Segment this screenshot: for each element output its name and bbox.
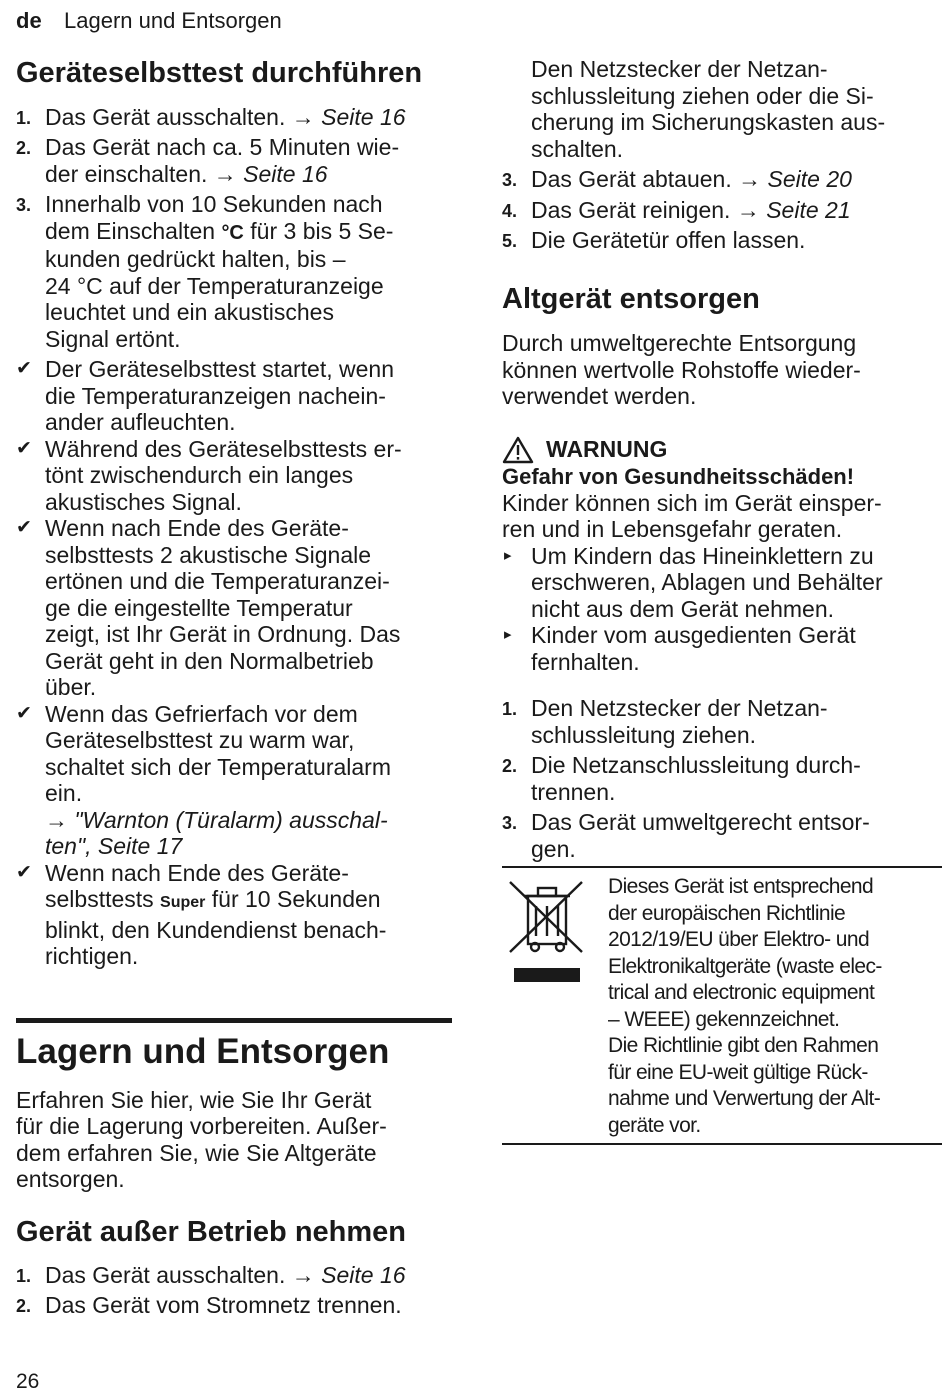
selftest-result-3: ✔ Wenn nach Ende des Geräte- selbsttests 2 akustische Signale ertönen und die Temperaturanzei- ge die eingestellte Temperatur zeigt, ist Ihr Gerät in Ordnung. Das Gerät geht in den Normalbetrieb über. bbox=[16, 515, 401, 701]
weee-notice bbox=[502, 866, 942, 1145]
page-reference[interactable]: Seite 16 bbox=[243, 160, 328, 187]
checkmark-icon: ✔ bbox=[16, 358, 32, 380]
disposal-step-1: 1. Den Netzstecker der Netzan- schlussleitung ziehen. bbox=[502, 695, 828, 748]
disposal-heading: Altgerät entsorgen bbox=[502, 282, 760, 315]
triangle-bullet-icon: ▸ bbox=[504, 546, 512, 564]
arrow-right-icon: → bbox=[213, 160, 244, 187]
page-reference[interactable]: Seite 20 bbox=[767, 166, 852, 192]
arrow-right-icon: → bbox=[291, 103, 322, 130]
selftest-step-2: 2. Das Gerät nach ca. 5 Minuten wie- der einschalten. → Seite 16 bbox=[16, 134, 400, 187]
decommission-step-5: 5. Die Gerätetür offen lassen. bbox=[502, 227, 806, 253]
disposal-step-3: 3. Das Gerät umweltgerecht entsor- gen. bbox=[502, 809, 870, 862]
right-column bbox=[502, 56, 942, 1145]
header-language: de bbox=[16, 8, 42, 33]
checkmark-icon: ✔ bbox=[16, 517, 32, 539]
warning-text: Kinder können sich im Gerät einsper- ren und in Lebensgefahr geraten. bbox=[502, 489, 882, 543]
selftest-result-4: ✔ Wenn das Gefrierfach vor dem Geräteselbsttest zu warm war, schaltet sich der Temperaturalarm ein. → "Warnton (Türalarm) ausschal- ten", Seite 17 bbox=[16, 701, 452, 860]
triangle-bullet-icon: ▸ bbox=[504, 626, 512, 644]
warning-triangle-icon bbox=[502, 436, 534, 464]
decommission-step-1: 1. Das Gerät ausschalten. → Seite 16 bbox=[16, 1261, 406, 1288]
arrow-right-icon: → bbox=[291, 1261, 322, 1288]
selftest-result-5: ✔ Wenn nach Ende des Geräte- selbsttests Super für 10 Sekunden blinkt, den Kundendienst benach- richtigen. bbox=[16, 859, 387, 970]
page-number: 26 bbox=[16, 1370, 40, 1393]
weee-text: Dieses Gerät ist entsprechend der europäischen Richtlinie 2012/19/EU über Elektro- und Elektronikaltgeräte (waste elec- trical and electronic equipment – WEEE) gekennzeichnet. Die Richtlinie gibt den Rahmen für eine EU-weit gültige Rück- nahme und Verwertung der Alt- geräte vor. bbox=[608, 875, 882, 1137]
warning-title: Gefahr von Gesundheitsschäden! bbox=[502, 463, 855, 489]
arrow-right-icon: → bbox=[45, 806, 75, 833]
page-reference[interactable]: Seite 16 bbox=[321, 103, 406, 130]
decommission-step-2: 2. Das Gerät vom Stromnetz trennen. bbox=[16, 1292, 402, 1319]
selftest-step-3: 3. Innerhalb von 10 Sekunden nach dem Einschalten °C für 3 bis 5 Se- kunden gedrückt halten, bis – 24 °C auf der Temperaturanzeige leuchtet und ein akustisches Signal ertönt. bbox=[16, 191, 394, 352]
checkmark-icon: ✔ bbox=[16, 437, 32, 459]
crossed-bin-icon bbox=[502, 874, 608, 1139]
decommission-heading: Gerät außer Betrieb nehmen bbox=[16, 1215, 406, 1248]
left-column bbox=[16, 56, 452, 1323]
chapter-heading: Lagern und Entsorgen bbox=[16, 1031, 390, 1071]
header-title: Lagern und Entsorgen bbox=[64, 8, 282, 33]
page-reference[interactable]: Seite 21 bbox=[766, 196, 851, 223]
selftest-heading: Geräteselbsttest durchführen bbox=[16, 57, 423, 89]
checkmark-icon: ✔ bbox=[16, 702, 32, 724]
storage-intro: Erfahren Sie hier, wie Sie Ihr Gerät für die Lagerung vorbereiten. Außer- dem erfahren Sie, wie Sie Altgeräte entsorgen. bbox=[16, 1086, 387, 1193]
arrow-right-icon: → bbox=[738, 166, 768, 192]
disposal-intro: Durch umweltgerechte Entsorgung können wertvolle Rohstoffe wieder- verwendet werden. bbox=[502, 330, 861, 410]
super-button-symbol: Super bbox=[160, 894, 206, 912]
page-reference[interactable]: Seite 16 bbox=[321, 1261, 406, 1288]
celsius-button-symbol: °C bbox=[221, 221, 244, 244]
warning-bullet-1: ▸ Um Kindern das Hineinklettern zu erschweren, Ablagen und Behälter nicht aus dem Gerät nehmen. bbox=[504, 542, 883, 622]
selftest-step-1: 1. Das Gerät ausschalten. → Seite 16 bbox=[16, 103, 406, 130]
checkmark-icon: ✔ bbox=[16, 861, 32, 883]
warning-label: WARNUNG bbox=[502, 436, 942, 464]
cross-reference-link[interactable]: → "Warnton (Türalarm) ausschal- bbox=[45, 806, 388, 833]
decommission-step-4: 4. Das Gerät reinigen. → Seite 21 bbox=[502, 196, 851, 223]
warning-bullet-2: ▸ Kinder vom ausgedienten Gerät fernhalten. bbox=[504, 622, 856, 675]
decommission-step-2-continued: Den Netzstecker der Netzan- schlussleitung ziehen oder die Si- cherung im Sicherungskasten aus- schalten. bbox=[531, 56, 886, 162]
disposal-step-2: 2. Die Netzanschlussleitung durch- trennen. bbox=[502, 752, 861, 805]
arrow-right-icon: → bbox=[736, 196, 767, 223]
selftest-result-1: ✔ Der Geräteselbsttest startet, wenn die Temperaturanzeigen nachein- ander aufleuchten. bbox=[16, 356, 394, 436]
selftest-result-2: ✔ Während des Geräteselbsttests er- tönt zwischendurch ein langes akustisches Signal. bbox=[16, 435, 402, 515]
section-divider bbox=[16, 1018, 452, 1023]
decommission-step-3: 3. Das Gerät abtauen. → Seite 20 bbox=[502, 166, 852, 192]
